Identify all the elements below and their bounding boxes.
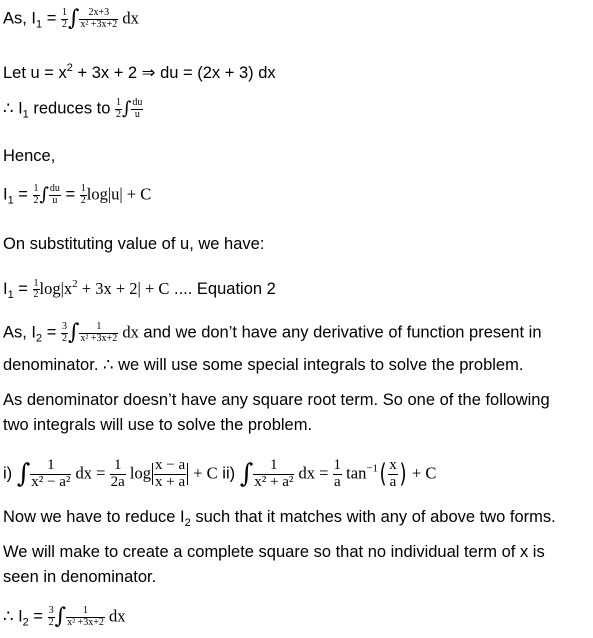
- eq-i1-definition: [3, 8, 139, 34]
- eq-i1-result: [3, 184, 151, 210]
- log-term: log: [125, 463, 151, 483]
- integral-sign: ∫: [39, 184, 49, 205]
- differential: dx: [104, 606, 126, 626]
- subscript: 2: [22, 616, 29, 629]
- fraction-integrand: $\frac{du}{u}$: [49, 183, 60, 206]
- text: i): [3, 464, 17, 483]
- eq-i1-reduces: [3, 98, 143, 124]
- text-as-denominator: As denominator doesn’t have any square root term. So one of the following: [3, 391, 550, 409]
- log-term: log|u| + C: [86, 184, 152, 204]
- fraction-coefficient: $\frac{3}{2}$: [61, 321, 67, 344]
- integral-sign: ∫: [67, 320, 80, 345]
- fraction-integrand: $\frac{1}{\text{x² − a²}}$: [31, 457, 71, 490]
- fraction-coefficient: $\frac{3}{2}$: [48, 605, 54, 628]
- abs-bar-left: [152, 463, 153, 485]
- text: Let u = x: [3, 64, 67, 82]
- fraction-integrand: $\frac{2x+3}{\text{x² +3x+2}}$: [80, 7, 118, 30]
- fraction-integrand: $\frac{1}{\text{x² +3x+2}}$: [80, 321, 118, 344]
- text: and we don’t have any derivative of function present in: [138, 323, 542, 342]
- text: =: [42, 9, 61, 28]
- constant: + C: [189, 463, 218, 483]
- text: + 3x + 2 ⇒ du = (2x + 3) dx: [72, 64, 276, 82]
- differential: dx: [118, 322, 139, 342]
- text: ii): [217, 464, 240, 483]
- text: such that it matches with any of above two forms.: [190, 508, 556, 526]
- subscript: 1: [22, 108, 29, 121]
- superscript: 2: [72, 278, 78, 290]
- text-complete-square: We will make to create a complete square so that no individual term of x is: [3, 543, 545, 561]
- text: reduces to: [28, 99, 116, 118]
- text: As, I: [3, 323, 37, 342]
- integral-sign: ∫: [16, 459, 31, 490]
- paren-left: (: [379, 459, 387, 490]
- fraction-coefficient: $\frac{1}{2}$: [33, 277, 39, 301]
- text-two-integrals: two integrals will use to solve the problem.: [3, 416, 313, 434]
- text: I: [3, 185, 8, 204]
- subscript: 2: [184, 517, 191, 529]
- text: =: [13, 185, 33, 204]
- fraction-integrand: $\frac{1}{\text{x² + a²}}$: [254, 457, 294, 490]
- paren-right: ): [399, 459, 407, 490]
- log-term: log|x: [39, 279, 73, 298]
- integral-sign: ∫: [67, 6, 80, 31]
- fraction-integrand: $\frac{du}{u}$: [132, 97, 143, 120]
- fraction-coefficient: $\frac{1}{2}$: [61, 7, 67, 30]
- text: Now we have to reduce I: [3, 508, 185, 526]
- superscript: 2: [66, 62, 73, 74]
- integral-sign: ∫: [122, 98, 132, 119]
- text-hence: Hence,: [3, 147, 56, 165]
- subscript: 1: [7, 289, 14, 301]
- text: ∴ I: [3, 607, 23, 626]
- eq-substitution: [3, 58, 276, 83]
- text-seen-in-denominator: seen in denominator.: [3, 568, 157, 586]
- fraction-coefficient: $\frac{1}{2}$: [33, 183, 39, 206]
- subscript: 1: [7, 194, 14, 207]
- eq-equation-2: [3, 274, 276, 305]
- text: =: [60, 185, 80, 204]
- tan-term: tan: [342, 463, 367, 483]
- log-term: + 3x + 2| + C: [77, 279, 170, 298]
- equation-label: .... Equation 2: [169, 280, 276, 298]
- integral-sign: ∫: [54, 604, 67, 629]
- subscript: 1: [36, 18, 43, 31]
- text: ∴ I: [3, 99, 23, 118]
- differential: dx: [118, 8, 139, 28]
- superscript: −1: [366, 462, 379, 475]
- text-on-substituting: On substituting value of u, we have:: [3, 235, 265, 253]
- eq-i2-definition: [3, 322, 542, 348]
- fraction-integrand: $\frac{1}{\text{x² +3x+2}}$: [67, 605, 104, 628]
- text: I: [3, 280, 8, 298]
- text: =: [28, 607, 48, 626]
- text: =: [13, 280, 33, 298]
- text: As, I: [3, 9, 37, 28]
- subscript: 2: [36, 332, 43, 345]
- integral-sign: ∫: [239, 459, 254, 490]
- fraction-coefficient: $\frac{1}{2}$: [116, 97, 122, 120]
- differential: dx =: [294, 463, 333, 483]
- differential: dx =: [71, 463, 110, 483]
- abs-bar-right: [187, 463, 188, 485]
- constant: + C: [407, 463, 437, 483]
- fraction-tan-argument: $\frac{x}{a}$: [389, 457, 397, 490]
- text-denominator: denominator. ∴ we will use some special integrals to solve the problem.: [3, 356, 524, 374]
- fraction-coefficient: $\frac{1}{2a}$: [110, 457, 125, 490]
- fraction-coefficient: $\frac{1}{a}$: [333, 457, 342, 490]
- text: =: [42, 323, 61, 342]
- text-reduce-i2: [3, 507, 556, 533]
- eq-special-integrals: [3, 458, 436, 491]
- fraction-coefficient: $\frac{1}{2}$: [80, 183, 86, 206]
- fraction-log-argument: $\frac{x - a}{x + a}$: [155, 457, 186, 490]
- eq-i2-restated: [3, 606, 125, 632]
